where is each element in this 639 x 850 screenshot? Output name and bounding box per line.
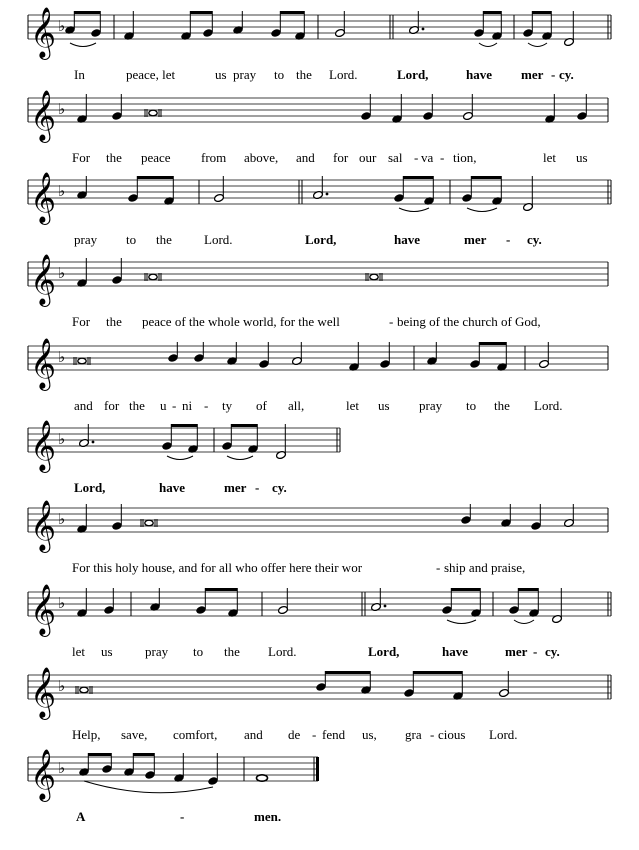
slur	[447, 620, 476, 624]
beam	[471, 176, 501, 179]
dot	[326, 193, 329, 196]
lyric-syllable: cious	[438, 727, 466, 742]
lyric-syllable: sal	[388, 150, 403, 165]
lyric-syllable: save,	[121, 727, 148, 742]
breve-note	[145, 520, 153, 526]
lyric-syllable: -	[312, 727, 317, 742]
lyric-syllable: -	[436, 560, 441, 575]
lyric-syllable: mer	[521, 67, 544, 82]
eighth-note	[404, 688, 415, 697]
lyric-syllable: For	[72, 314, 91, 329]
lyric-syllable: from	[201, 150, 227, 165]
breve-note	[370, 274, 378, 280]
lyric-syllable: cy.	[272, 480, 287, 495]
lyric-syllable: let	[72, 644, 85, 659]
lyric-syllable: Lord,	[305, 232, 337, 247]
flat-key-signature-icon: ♭	[58, 17, 66, 35]
lyric-syllable: -	[430, 727, 435, 742]
lyric-syllable: In	[74, 67, 85, 82]
lyric-syllable: and	[244, 727, 263, 742]
beam	[413, 671, 462, 674]
quarter-note	[112, 521, 123, 530]
quarter-note	[208, 776, 219, 785]
lyric-syllable: A	[76, 809, 86, 824]
lyric-syllable: to	[193, 644, 204, 659]
lyric-syllable: peace of the whole world, for the well	[142, 314, 340, 329]
lyric-syllable: -	[255, 480, 260, 495]
treble-clef-icon: 𝄞	[30, 7, 57, 58]
flat-key-signature-icon: ♭	[58, 264, 66, 282]
beam	[137, 176, 173, 179]
beam	[88, 753, 111, 756]
flat-key-signature-icon: ♭	[58, 348, 66, 366]
lyric-syllable: Lord.	[489, 727, 518, 742]
beam	[190, 11, 212, 14]
beam	[518, 588, 538, 591]
flat-key-signature-icon: ♭	[58, 182, 66, 200]
lyric-syllable: let	[346, 398, 359, 413]
lyric-syllable: have	[159, 480, 185, 495]
slur	[399, 208, 429, 212]
treble-clef-icon: 𝄞	[30, 172, 57, 223]
lyric-syllable: us,	[362, 727, 377, 742]
lyric-syllable: the	[224, 644, 240, 659]
lyric-syllable: the	[106, 314, 122, 329]
treble-clef-icon: 𝄞	[30, 749, 57, 800]
lyric-syllable: to	[274, 67, 285, 82]
eighth-note	[128, 193, 139, 202]
quarter-note	[194, 353, 205, 362]
lyric-syllable: For this holy house, and for all who offer here their wor	[72, 560, 363, 575]
eighth-note	[271, 28, 282, 37]
beam	[325, 671, 370, 674]
eighth-note	[316, 682, 327, 691]
lyric-syllable: ty	[222, 398, 233, 413]
lyric-syllable: our	[359, 150, 377, 165]
lyric-syllable: -	[172, 398, 177, 413]
eighth-note	[474, 28, 485, 37]
lyric-syllable: above,	[244, 150, 279, 165]
lyric-syllable: -	[506, 232, 511, 247]
treble-clef-icon: 𝄞	[30, 254, 57, 305]
flat-key-signature-icon: ♭	[58, 759, 66, 777]
eighth-note	[162, 441, 173, 450]
whole-note	[257, 775, 268, 781]
lyric-syllable: us	[378, 398, 390, 413]
eighth-note	[509, 605, 520, 614]
lyric-syllable: pray	[74, 232, 98, 247]
lyric-syllable: Lord,	[368, 644, 400, 659]
lyric-syllable: being of the church of God,	[397, 314, 541, 329]
flat-key-signature-icon: ♭	[58, 594, 66, 612]
lyric-syllable: -	[389, 314, 394, 329]
lyric-syllable: For	[72, 150, 91, 165]
lyric-syllable: Lord,	[74, 480, 106, 495]
beam	[451, 588, 480, 591]
lyric-syllable: us	[576, 150, 588, 165]
flat-key-signature-icon: ♭	[58, 430, 66, 448]
lyric-syllable: -	[533, 644, 538, 659]
beam	[231, 424, 257, 427]
eighth-note	[222, 441, 233, 450]
lyric-syllable: cy.	[527, 232, 542, 247]
quarter-note	[361, 111, 372, 120]
lyric-syllable: the	[129, 398, 145, 413]
lyric-syllable: for	[104, 398, 120, 413]
lyric-syllable: -	[204, 398, 209, 413]
slur	[514, 620, 534, 624]
lyric-syllable: the	[296, 67, 312, 82]
treble-clef-icon: 𝄞	[30, 420, 57, 471]
flat-key-signature-icon: ♭	[58, 100, 66, 118]
dot	[92, 441, 95, 444]
quarter-note	[423, 111, 434, 120]
lyric-syllable: -	[414, 150, 419, 165]
half-note	[463, 111, 474, 120]
half-note	[278, 605, 289, 614]
lyric-syllable: Lord,	[397, 67, 429, 82]
lyric-syllable: mer	[224, 480, 247, 495]
eighth-note	[203, 28, 214, 37]
quarter-note	[577, 111, 588, 120]
breve-note	[149, 274, 157, 280]
lyric-syllable: to	[126, 232, 137, 247]
lyric-syllable: men.	[254, 809, 282, 824]
beam	[483, 11, 501, 14]
quarter-note	[112, 111, 123, 120]
slur	[84, 781, 213, 793]
lyric-syllable: -	[440, 150, 445, 165]
quarter-note	[380, 359, 391, 368]
slur	[528, 43, 547, 47]
quarter-note	[112, 275, 123, 284]
eighth-note	[470, 359, 481, 368]
lyric-syllable: tion,	[453, 150, 477, 165]
beam	[205, 588, 237, 591]
lyric-syllable: Help,	[72, 727, 101, 742]
treble-clef-icon: 𝄞	[30, 338, 57, 389]
eighth-note	[394, 193, 405, 202]
beam	[479, 342, 506, 345]
beam	[133, 753, 154, 756]
flat-key-signature-icon: ♭	[58, 677, 66, 695]
half-note	[335, 28, 346, 37]
lyric-syllable: cy.	[545, 644, 560, 659]
lyric-syllable: ship and praise,	[444, 560, 526, 575]
lyric-syllable: fend	[322, 727, 346, 742]
slur	[467, 208, 497, 212]
half-note	[499, 688, 510, 697]
treble-clef-icon: 𝄞	[30, 667, 57, 718]
lyric-syllable: peace	[141, 150, 171, 165]
lyric-syllable: Lord.	[534, 398, 563, 413]
lyric-syllable: ni	[182, 398, 193, 413]
lyric-syllable: the	[494, 398, 510, 413]
treble-clef-icon: 𝄞	[30, 500, 57, 551]
eighth-note	[442, 605, 453, 614]
treble-clef-icon: 𝄞	[30, 584, 57, 635]
lyric-syllable: and	[74, 398, 93, 413]
lyric-syllable: have	[442, 644, 468, 659]
eighth-note	[462, 193, 473, 202]
lyric-syllable: have	[466, 67, 492, 82]
lyric-syllable: let	[543, 150, 556, 165]
lyric-syllable: comfort,	[173, 727, 218, 742]
lyric-syllable: have	[394, 232, 420, 247]
lyric-syllable: u	[160, 398, 167, 413]
final-barline-thick	[316, 757, 319, 781]
quarter-note	[168, 353, 179, 362]
breve-note	[78, 358, 86, 364]
lyric-syllable: to	[466, 398, 477, 413]
quarter-note	[104, 605, 115, 614]
lyric-syllable: peace, let	[126, 67, 176, 82]
lyric-syllable: and	[296, 150, 315, 165]
breve-note	[80, 687, 88, 693]
flat-key-signature-icon: ♭	[58, 510, 66, 528]
breve-note	[149, 110, 157, 116]
lyric-syllable: gra	[405, 727, 422, 742]
quarter-note	[461, 515, 472, 524]
beam	[403, 176, 433, 179]
lyric-syllable: mer	[464, 232, 487, 247]
lyric-syllable: mer	[505, 644, 528, 659]
lyric-syllable: pray	[145, 644, 169, 659]
slur	[167, 456, 193, 460]
lyric-syllable: Lord.	[329, 67, 358, 82]
slur	[70, 43, 96, 47]
lyric-syllable: the	[156, 232, 172, 247]
lyric-syllable: Lord.	[268, 644, 297, 659]
treble-clef-icon: 𝄞	[30, 90, 57, 141]
slur	[479, 43, 497, 47]
lyric-syllable: of	[256, 398, 267, 413]
quarter-note	[259, 359, 270, 368]
half-note	[539, 359, 550, 368]
lyric-syllable: for	[333, 150, 349, 165]
eighth-note	[91, 28, 102, 37]
eighth-note	[102, 764, 113, 773]
slur	[227, 456, 253, 460]
eighth-note	[145, 770, 156, 779]
half-note	[214, 193, 225, 202]
lyric-syllable: all,	[288, 398, 305, 413]
lyric-syllable: us	[215, 67, 227, 82]
eighth-note	[523, 28, 534, 37]
beam	[171, 424, 197, 427]
lyric-syllable: va	[421, 150, 434, 165]
lyric-syllable: the	[106, 150, 122, 165]
lyric-syllable: pray	[419, 398, 443, 413]
beam	[280, 11, 304, 14]
lyric-syllable: pray	[233, 67, 257, 82]
lyric-syllable: us	[101, 644, 113, 659]
eighth-note	[196, 605, 207, 614]
dot	[422, 28, 425, 31]
beam	[74, 11, 100, 14]
quarter-note	[531, 521, 542, 530]
dot	[384, 605, 387, 608]
beam	[532, 11, 551, 14]
lyric-syllable: Lord.	[204, 232, 233, 247]
lyric-syllable: cy.	[559, 67, 574, 82]
lyric-syllable: -	[551, 67, 556, 82]
lyric-syllable: -	[180, 809, 185, 824]
lyric-syllable: de	[288, 727, 301, 742]
